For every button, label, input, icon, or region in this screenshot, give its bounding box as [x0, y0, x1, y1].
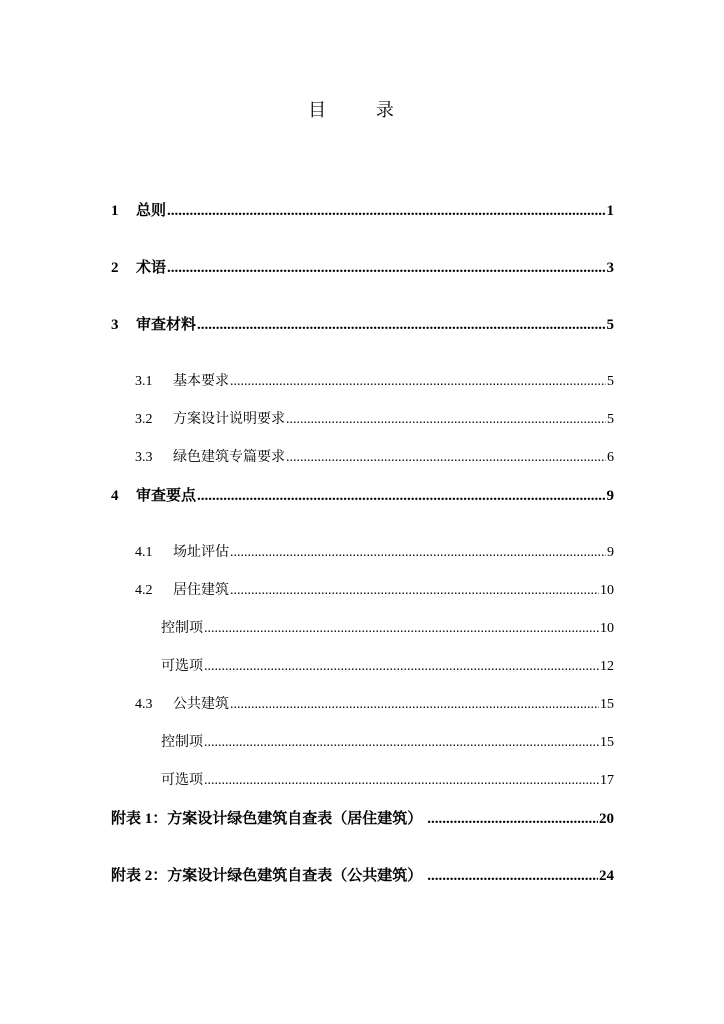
toc-entry-appendix-1[interactable] [111, 809, 614, 829]
toc-entry-residential-buildings[interactable] [135, 581, 614, 601]
toc-entry-page: 5 [606, 317, 614, 333]
toc-entry-number: 4 [111, 488, 119, 504]
toc-leader-dots [427, 866, 598, 886]
toc-entry-label: 审查材料 [136, 317, 197, 333]
toc-leader-dots [197, 486, 605, 506]
toc-entry-page: 15 [600, 735, 614, 750]
toc-entry-page: 10 [600, 583, 614, 598]
toc-entry-terms[interactable] [111, 258, 614, 278]
toc-entry-number: 4.3 [135, 697, 153, 712]
toc-entry-page: 17 [600, 773, 614, 788]
toc-entry-page: 5 [607, 374, 614, 389]
toc-entry-public-optional-items[interactable] [161, 771, 614, 791]
toc-entry-residential-optional-items[interactable] [161, 657, 614, 677]
toc-entry-page: 15 [600, 697, 614, 712]
toc-entry-residential-control-items[interactable] [161, 619, 614, 639]
toc-leader-dots [167, 201, 605, 221]
toc-entry-number: 3.2 [135, 412, 153, 427]
toc-entry-number: 2 [111, 260, 119, 276]
toc-entry-number: 3.1 [135, 374, 153, 389]
toc-entry-page: 6 [607, 450, 614, 465]
toc-entry-label: 方案设计说明要求 [173, 412, 285, 427]
toc-leader-dots [230, 581, 599, 601]
toc-entry-label: 居住建筑 [173, 583, 229, 598]
toc-leader-dots [204, 619, 599, 639]
toc-leader-dots [286, 410, 606, 430]
toc-leader-dots [204, 771, 599, 791]
toc-entry-page: 24 [599, 868, 614, 884]
toc-entry-label: 总则 [136, 203, 167, 219]
toc-entry-label: 术语 [136, 260, 167, 276]
toc-leader-dots [230, 372, 606, 392]
toc-entry-label: 控制项 [161, 621, 203, 636]
toc-leader-dots [230, 695, 599, 715]
toc-entry-public-control-items[interactable] [161, 733, 614, 753]
toc-leader-dots [427, 809, 598, 829]
toc-entry-general[interactable] [111, 201, 614, 221]
toc-entry-label: 审查要点 [136, 488, 197, 504]
toc-entry-public-buildings[interactable] [135, 695, 614, 715]
toc-entry-page: 10 [600, 621, 614, 636]
toc-entry-label: 控制项 [161, 735, 203, 750]
toc-entry-page: 12 [600, 659, 614, 674]
toc-entry-review-points[interactable] [111, 486, 614, 506]
toc-entry-label: 绿色建筑专篇要求 [173, 450, 285, 465]
toc-entry-review-materials[interactable] [111, 315, 614, 335]
toc-entry-appendix-2[interactable] [111, 866, 614, 886]
toc-entry-basic-requirements[interactable] [135, 372, 614, 392]
toc-entry-number: 3 [111, 317, 119, 333]
toc-entry-page: 3 [606, 260, 614, 276]
toc-entry-page: 5 [607, 412, 614, 427]
toc-entry-green-building-chapter[interactable] [135, 448, 614, 468]
toc-entry-number: 4.1 [135, 545, 153, 560]
toc-title: 目 录 [308, 100, 416, 121]
toc-leader-dots [230, 543, 606, 563]
toc-entry-label: 附表 2：方案设计绿色建筑自查表（公共建筑） [111, 868, 423, 884]
toc-leader-dots [197, 315, 605, 335]
toc-entry-label: 可选项 [161, 659, 203, 674]
toc-entry-label: 场址评估 [173, 545, 229, 560]
toc-entry-number: 3.3 [135, 450, 153, 465]
toc-entry-number: 4.2 [135, 583, 153, 598]
toc-leader-dots [204, 657, 599, 677]
toc-entry-page: 9 [607, 545, 614, 560]
toc-entry-label: 基本要求 [173, 374, 229, 389]
toc-entry-page: 20 [599, 811, 614, 827]
toc-entry-page: 1 [606, 203, 614, 219]
toc-entry-design-description[interactable] [135, 410, 614, 430]
toc-entry-label: 附表 1：方案设计绿色建筑自查表（居住建筑） [111, 811, 423, 827]
toc-entry-page: 9 [606, 488, 614, 504]
toc-entry-label: 可选项 [161, 773, 203, 788]
toc-leader-dots [204, 733, 599, 753]
toc-leader-dots [286, 448, 606, 468]
toc-entry-number: 1 [111, 203, 119, 219]
toc-entry-site-assessment[interactable] [135, 543, 614, 563]
toc-leader-dots [167, 258, 605, 278]
toc-entry-label: 公共建筑 [173, 697, 229, 712]
